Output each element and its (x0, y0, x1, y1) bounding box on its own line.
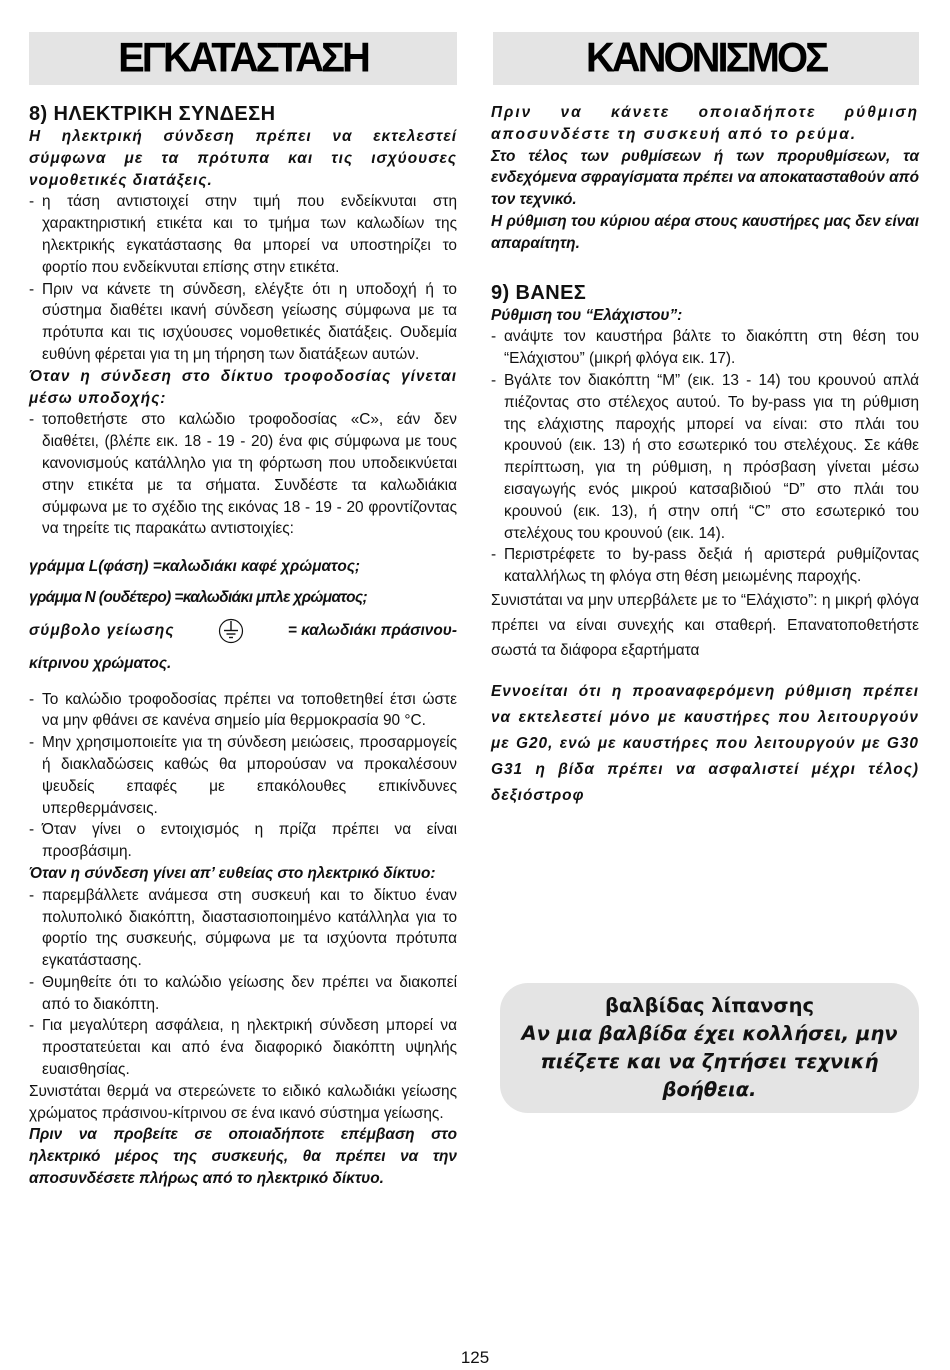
section-header-installation (29, 32, 457, 85)
minimum-adjust-subtitle: Ρύθμιση του “Ελάχιστου”: (491, 306, 683, 324)
list-item: - ανάψτε τον καυστήρα βάλτε το διακόπτη στη θέση του “Ελάχιστου” (μικρή φλόγα εικ. 17). (491, 326, 919, 370)
page-number: 125 (460, 1348, 490, 1367)
list-item: - Για μεγαλύτερη ασφάλεια, η ηλεκτρική σύνδεση μπορεί να προστατεύεται και από ένα διαφορικό διακόπτη υψηλής ευαισθησίας. (29, 1015, 457, 1080)
section-header-adjustment (493, 32, 919, 85)
minimum-note: Συνιστάται να μην υπερβάλετε με το “Ελάχιστο”: η μικρή φλόγα πρέπει να είναι συνεχής και σταθερή. Επανατοποθετήστε σωστά τα διάφορα εξαρτήματα (491, 591, 919, 659)
list-item: - παρεμβάλλετε ανάμεσα στη συσκευή και το δίκτυο έναν πολυπολικό διακόπτη, διαστασιοποιημένο κατάλληλα για το φορτίο της συσκευής, σύμφωνα με τα ισχύοντα πρότυπα εγκατάστασης. (29, 885, 457, 972)
electrical-connection-title: 8) ΗΛΕΚΤΡΙΚΗ ΣΥΝΔΕΣΗ (29, 103, 276, 125)
grounding-recommendation: Συνιστάται θερμά να στερεώνετε το ειδικό καλωδιάκι γείωσης χρώματος πράσινου-κίτρινου σε ένα ικανό σύστημα γείωσης. (29, 1082, 457, 1122)
adjustment-intro-2: Στο τέλος των ρυθμίσεων ή των προρυθμίσεων, τα ενδεχόμενα σφραγίσματα πρέπει να αποκατασταθούν από τον τεχνικό. (491, 147, 919, 209)
electrical-intro: Η ηλεκτρική σύνδεση πρέπει να εκτελεστεί σύμφωνα με τα πρότυπα και τις ισχύουσες νομοθετικές διατάξεις. (29, 128, 457, 189)
callout-text: Αν μια βαλβίδα έχει κολλήσει, μην πιέζετε και να ζητήσει τεχνική βοήθεια. (521, 1022, 898, 1101)
list-item: - Θυμηθείτε ότι το καλώδιο γείωσης δεν πρέπει να διακοπεί από το διακόπτη. (29, 972, 457, 1016)
list-item: - Το καλώδιο τροφοδοσίας πρέπει να τοποθετηθεί έτσι ώστε να μην φθάνει σε κανένα σημείο μία θερμοκρασία 90 °C. (29, 689, 457, 733)
list-item: - Μην χρησιμοποιείτε για τη σύνδεση μειώσεις, προσαρμογείς ή διακλαδώσεις καθώς θα μπορούσαν να προκαλέσουν ψευδείς επαφές με επακόλουθες επικίνδυνες υπερθερμάνσεις. (29, 732, 457, 819)
ground-label: σύμβολο γείωσης (29, 621, 175, 639)
list-item: - η τάση αντιστοιχεί στην τιμή που ενδείκνυται στη χαρακτηριστική ετικέτα και το τμήμα των καλωδίων της ηλεκτρικής εγκατάστασης θα μπορεί να υποστηρίζει το φορτίο που ενδείκνυται επίσης στην ετικέτα. (29, 191, 457, 278)
wire-l-line: γράμμα L(φάση) =καλωδιάκι καφέ χρώματος; (29, 558, 361, 576)
supply-socket-heading: Όταν η σύνδεση στο δίκτυο τροφοδοσίας γίνεται μέσω υποδοχής: (29, 367, 457, 407)
header-title-adjustment: ΚΑΝΟΝΙΣΜΟΣ (585, 34, 827, 82)
right-column (491, 102, 919, 809)
valves-title: 9) ΒΑΝΕΣ (491, 281, 587, 304)
valve-callout-box (500, 983, 919, 1113)
adjustment-intro-1: Πριν να κάνετε οποιαδήποτε ρύθμιση αποσυνδέστε τη συσκευή από το ρεύμα. (491, 104, 919, 143)
list-item: - τοποθετήστε στο καλώδιο τροφοδοσίας «C», εάν δεν διαθέτει, (βλέπε εικ. 18 - 19 - 20) ένα φις σύμφωνα με τους κανονισμούς κατάλληλο για τη φόρτωση που υποδεικνύεται στην ετικέτα με τα σήματα. Συνδέστε τα καλωδιάκια σύμφωνα με το σχέδιο της εικόνας 18 - 19 - 20 φροντίζοντας να τηρείτε τις παρακάτω αντιστοιχίες: (29, 409, 457, 540)
wire-ground-line (29, 618, 457, 644)
gas-type-note: Εννοείται ότι η προαναφερόμενη ρύθμιση πρέπει να εκτελεστεί μόνο με καυστήρες που λειτουργούν με G20, ενώ με καυστήρες που λειτουργούν με G30 G31 η βίδα πρέπει να ασφαλιστεί μέχρι τέλος) δεξιόστροφ (491, 682, 919, 804)
disconnect-warning: Πριν να προβείτε σε οποιαδήποτε επέμβαση στο ηλεκτρικό μέρος της συσκευής, θα πρέπει να την αποσυνδέσετε πλήρως από το ηλεκτρικό δίκτυο. (29, 1126, 457, 1188)
callout-title: βαλβίδας λίπανσης (604, 994, 815, 1017)
direct-connection-heading: Όταν η σύνδεση γίνει απ’ ευθείας στο ηλεκτρικό δίκτυο: (29, 864, 436, 882)
ground-symbol-icon (218, 618, 244, 644)
list-item: - Πριν να κάνετε τη σύνδεση, ελέγξτε ότι η υποδοχή ή το σύστημα διαθέτει ικανή σύνδεση γείωσης σύμφωνα με τα πρότυπα και τις ισχύουσες νομοθετικές διατάξεις. Ουδεμία ευθύνη φέρεται για τη μη τήρηση των διατάξεων αυτών. (29, 279, 457, 366)
list-item: - Βγάλτε τον διακόπτη “M” (εικ. 13 - 14) του κρουνού απλά πιέζοντας στο στέλεχος αυτού. Το by-pass για τη ρύθμιση της ελάχιστης παροχής μπορεί να είναι: στο πλάι του κρουνού (εικ. 13) ή στο εσωτερικό του στελέχους. Σε κάθε περίπτωση, για τη ρύθμιση, η πρόσβαση γίνεται μέσω εισαγωγής ενός μικρού κατσαβιδιού “D” στο πλάι του κρουνού (εικ. 13), ή στην οπή “C” στο εσωτερικό του στελέχους του κρουνού (εικ. 14). (491, 370, 919, 544)
ground-wire-color: = καλωδιάκι πράσινου- (287, 621, 457, 639)
wire-n-line: γράμμα N (ουδέτερο) =καλωδιάκι μπλε χρώματος; (29, 588, 367, 606)
list-item: - Όταν γίνει ο εντοιχισμός η πρίζα πρέπει να είναι προσβάσιμη. (29, 819, 457, 863)
left-column (29, 102, 457, 1190)
ground-wire-color-cont: κίτρινου χρώματος. (29, 654, 172, 672)
header-title-installation: ΕΓΚΑΤΑΣΤΑΣΗ (118, 34, 368, 82)
list-item: - Περιστρέφετε το by-pass δεξιά ή αριστερά ρυθμίζοντας καταλλήλως τη φλόγα στη θέση μειωμένης παροχής. (491, 544, 919, 588)
adjustment-intro-3: Η ρύθμιση του κύριου αέρα στους καυστήρες μας δεν είναι απαραίτητη. (491, 212, 919, 252)
